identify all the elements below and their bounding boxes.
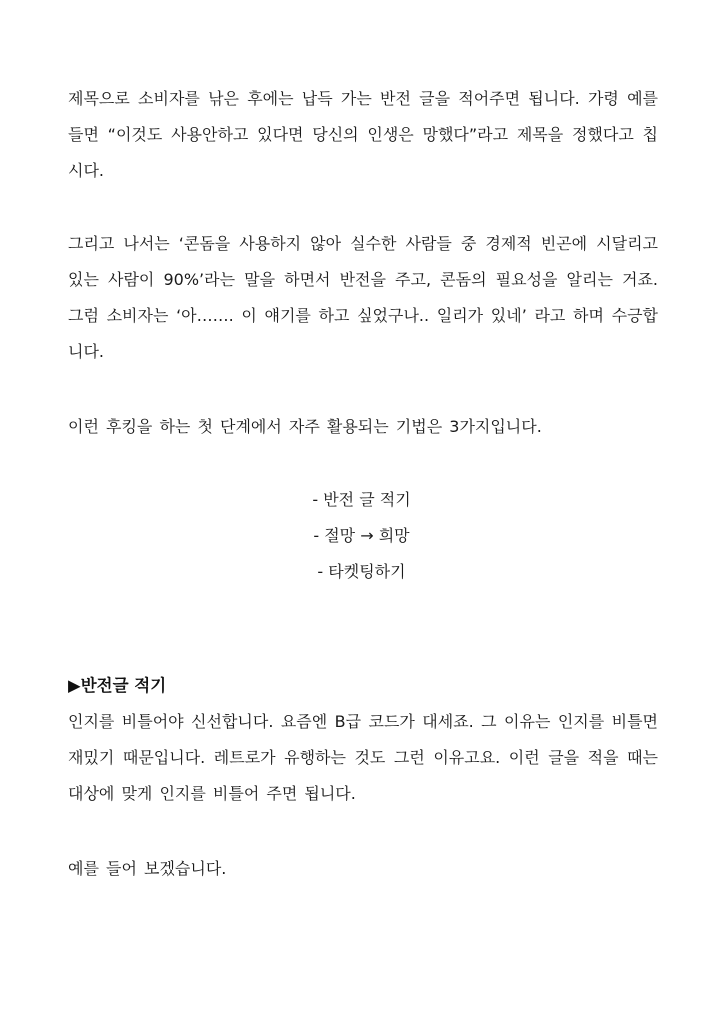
paragraph-lead-in: 예를 들어 보겠습니다.: [68, 859, 227, 878]
technique-list: [0, 482, 723, 590]
list-item: - 타켓팅하기: [317, 562, 406, 581]
paragraph-intro: 제목으로 소비자를 낚은 후에는 납득 가는 반전 글을 적어주면 됩니다. 가령 예를 들면 “이것도 사용안하고 있다면 당신의 인생은 망했다”라고 제목을 정했다고 칩시다.: [68, 89, 658, 180]
paragraph-example: 그리고 나서는 ‘콘돔을 사용하지 않아 실수한 사람들 중 경제적 빈곤에 시달리고 있는 사람이 90%’라는 말을 하면서 반전을 주고, 콘돔의 필요성을 알리는 거죠. 그럼 소비자는 ‘아……. 이 얘기를 하고 싶었구나.. 일리가 있네’ 라고 하며 수긍합니다.: [68, 234, 658, 361]
paragraph-techniques: 이런 후킹을 하는 첫 단계에서 자주 활용되는 기법은 3가지입니다.: [68, 417, 542, 436]
section-heading: ▶반전글 적기: [68, 676, 167, 695]
list-item: - 반전 글 적기: [312, 490, 411, 509]
paragraph-twist: 인지를 비틀어야 신선합니다. 요즘엔 B급 코드가 대세죠. 그 이유는 인지를 비틀면 재밌기 때문입니다. 레트로가 유행하는 것도 그런 이유고요. 이런 글을 적을 때는 대상에 맞게 인지를 비틀어 주면 됩니다.: [68, 712, 658, 803]
list-item: - 절망 → 희망: [313, 526, 410, 545]
